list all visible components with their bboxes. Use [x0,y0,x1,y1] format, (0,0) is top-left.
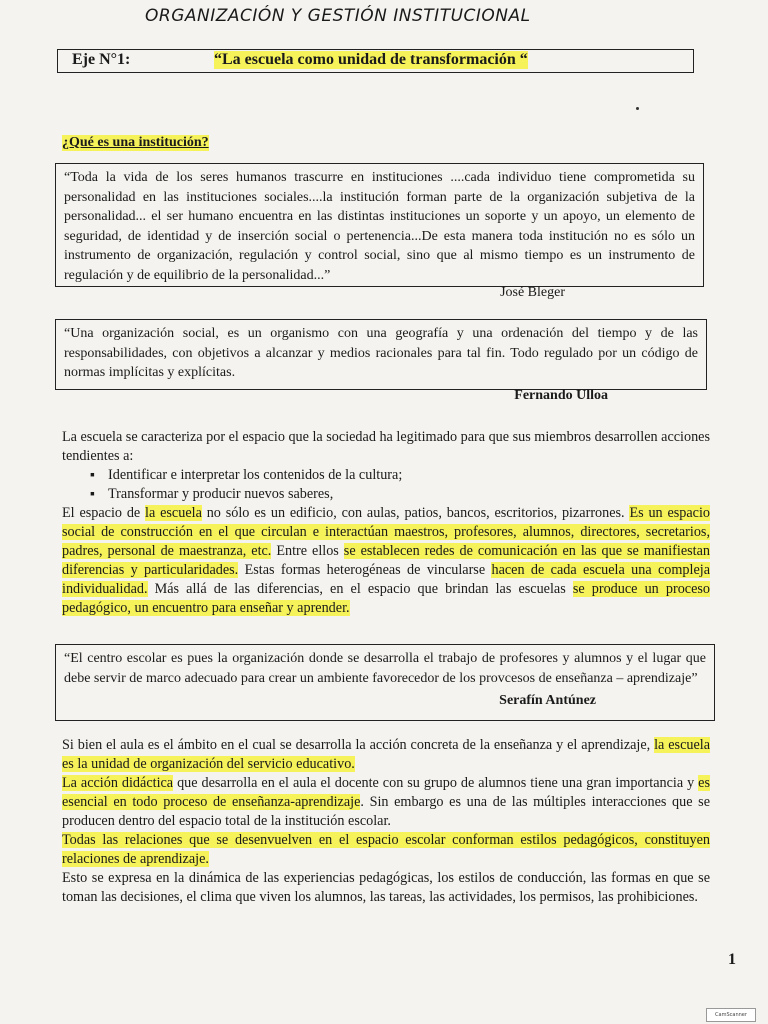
paragraph-escuela [62,428,710,618]
quote-text: “Una organización social, es un organismo con una geografía y una ordenación del tiempo y de las responsabilidades, con objetivos a alcanzar y medios racionales para tal fin. Todo regulado por un código de normas implícitas y explícitas. [64,326,698,380]
list-item: ▪ Transformar y producir nuevos saberes, [90,485,710,504]
text-run: Si bien el aula es el ámbito en el cual se desarrolla la acción concreta de la enseñanza y el aprendizaje, [62,737,655,753]
quote-text: “El centro escolar es pues la organización donde se desarrolla el trabajo de profesores y alumnos y el lugar que debe servir de marco adecuado para crear un ambiente favorecedor de los provcesos de enseñanza – aprendizaje” [64,651,706,686]
highlighted-text: La acción didáctica [62,775,174,791]
page-number: 1 [728,951,736,968]
paragraph-body [62,831,710,869]
text-run: El espacio de [62,505,146,521]
highlighted-text: hacen de cada escuela una compleja individualidad. [62,562,710,597]
text-run: Entre ellos [271,543,344,559]
list-item: ▪ Identificar e interpretar los contenidos de la cultura; [90,466,710,485]
quote-box-bleger [55,163,704,300]
text-run: que desarrolla en el aula el docente con su grupo de alumnos tiene una gran importancia y [173,775,699,791]
quote-text: “Toda la vida de los seres humanos trascurre en instituciones ....cada individuo tiene comprometida su personalidad en las instituciones sociales....la institución forman parte de la organización subjetiva de la personalidad... el ser humano encuentra en las distintas instituciones un soporte y un apoyo, un elemento de seguridad, de identidad y de inserción social o pertenencia...De esta manera toda institución no es sólo un instrumento de organización, regulación y control social, sino que al mismo tiempo es un instrumento de regulación y de equilibrio de la personalidad...” [64,170,695,283]
scanner-watermark: CamScanner [706,1008,756,1022]
highlighted-text: la escuela [145,505,202,521]
highlighted-text: la escuela es la unidad de organización del servicio educativo. [62,737,710,772]
quote-author: Fernando Ulloa [514,387,608,403]
text-run: Más allá de las diferencias, en el espacio que brindan las escuelas [147,581,573,597]
text-run: no sólo es un edificio, con aulas, patios, bancos, escritorios, pizarrones. [201,505,630,521]
section-heading: ¿Qué es una institución? [62,135,209,150]
scan-speck [636,107,639,110]
text-run: . Sin embargo es una de las múltiples interacciones que se producen dentro del espacio total de la institución escolar. [62,794,710,829]
paragraph-body [62,736,710,774]
quote-box-antunez [55,644,715,721]
text-run: Estas formas heterogéneas de vincularse [238,562,492,578]
eje-box [57,49,694,73]
highlighted-text: se produce un proceso pedagógico, un encuentro para enseñar y aprender. [62,581,711,616]
paragraph-body [62,504,710,618]
quote-box-ulloa [55,319,707,403]
bullet-list [62,466,710,504]
highlighted-text: es esencial en todo proceso de enseñanza-aprendizaje [62,775,710,810]
paragraph-body [62,774,710,831]
highlighted-text: se establecen redes de comunicación en las que se manifiestan diferencias y particularidades. [62,543,710,578]
text-run: Esto se expresa en la dinámica de las experiencias pedagógicas, los estilos de conducción, las formas en que se toman las decisiones, el clima que viven los alumnos, las tareas, las actividades, los permisos, las prohibiciones. [62,870,710,905]
quote-author: José Bleger [500,285,565,300]
paragraph-aula [62,736,710,907]
eje-title: “La escuela como unidad de transformación “ [214,51,528,68]
paragraph-intro: La escuela se caracteriza por el espacio que la sociedad ha legitimado para que sus miembros desarrollen acciones tendientes a: [62,429,710,464]
eje-label: Eje N°1: [72,51,131,68]
highlighted-text: Todas las relaciones que se desenvuelven en el espacio escolar conforman estilos pedagógicos, constituyen relaciones de aprendizaje. [62,832,710,867]
quote-author: Serafín Antúnez [499,693,596,708]
highlighted-text: Es un espacio social de construcción en el que circulan e interactúan maestros, profesores, alumnos, directores, secretarios, padres, personal de maestranza, etc. [62,505,711,559]
paragraph-body [62,869,710,907]
page-title: ORGANIZACIÓN Y GESTIÓN INSTITUCIONAL [145,6,531,26]
